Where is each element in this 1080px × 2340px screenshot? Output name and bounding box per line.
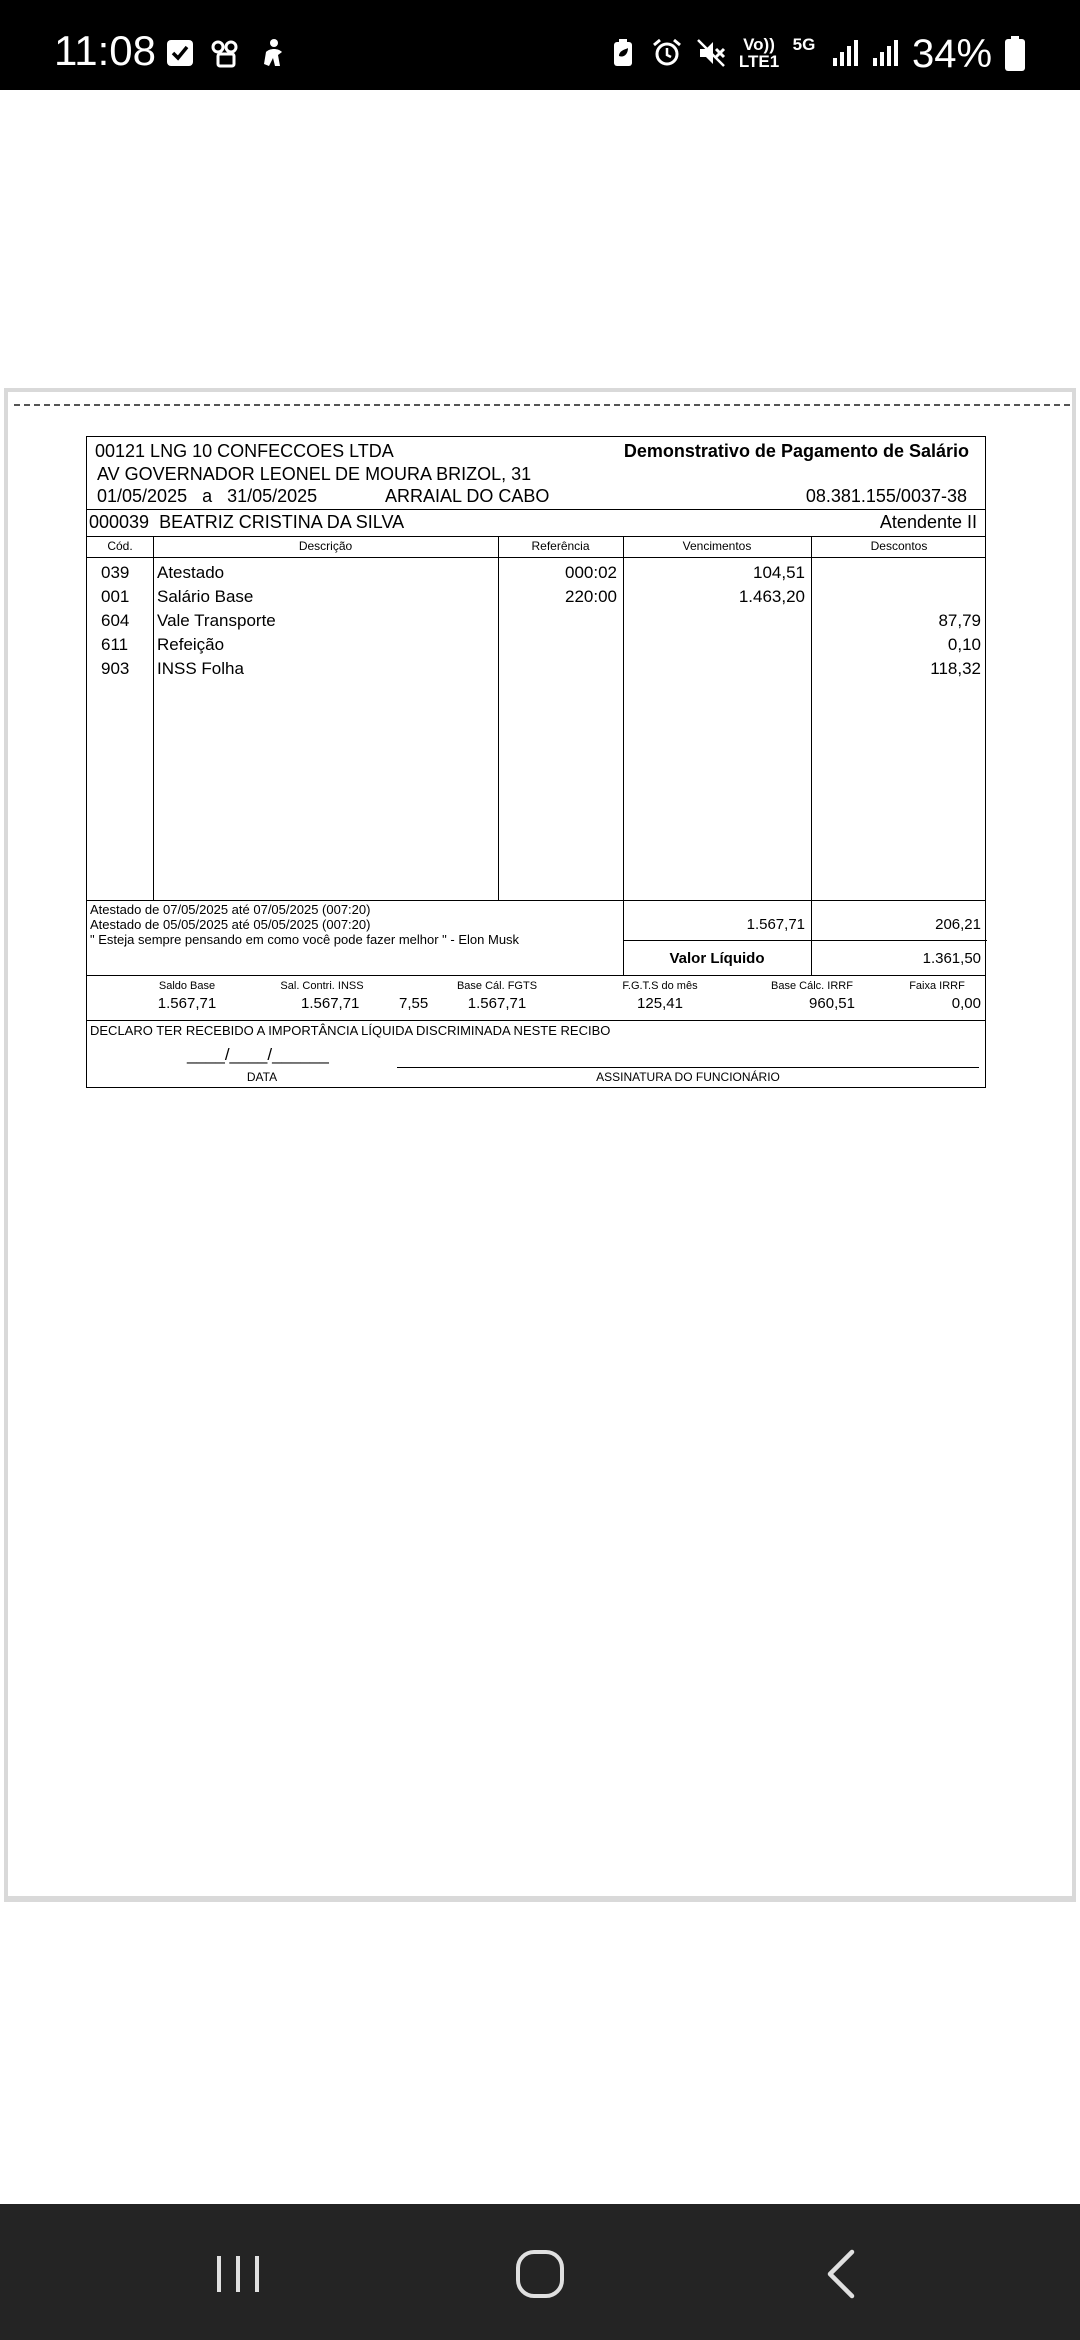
- divider: [87, 557, 985, 558]
- home-icon[interactable]: [510, 2244, 570, 2304]
- navigation-bar: [0, 2204, 1080, 2340]
- divider: [87, 900, 985, 901]
- item-description: Refeição: [157, 635, 225, 654]
- document-viewer[interactable]: [4, 388, 1076, 1902]
- signal-icon-2: [870, 38, 900, 68]
- pay-period: 01/05/2025 a 31/05/2025: [97, 486, 318, 506]
- divider: [87, 536, 985, 537]
- item-code: 611: [101, 635, 129, 654]
- item-earnings: 1.463,20: [738, 587, 805, 606]
- col-header-reference: Referência: [531, 539, 590, 553]
- item-description: Atestado: [157, 563, 225, 582]
- col-header-code: Cód.: [107, 539, 133, 553]
- accessibility-icon: [258, 38, 288, 68]
- note-line-2: Atestado de 05/05/2025 até 05/05/2025 (007:20): [90, 917, 371, 932]
- signature-line: [397, 1067, 979, 1068]
- item-code: 604: [101, 611, 130, 630]
- battery-percent: 34%: [912, 32, 993, 76]
- network-type-5g: 5G: [792, 35, 816, 54]
- payslip: [86, 436, 986, 1088]
- faixa-irrf-label: Faixa IRRF: [909, 980, 965, 992]
- note-line-1: Atestado de 07/05/2025 até 07/05/2025 (007:20): [90, 902, 371, 917]
- payslip-title: Demonstrativo de Pagamento de Salário: [623, 441, 969, 461]
- voicemail-icon: [210, 38, 240, 68]
- company-cnpj: 08.381.155/0037-38: [805, 486, 967, 506]
- employee-name: 000039 BEATRIZ CRISTINA DA SILVA: [89, 512, 405, 532]
- base-fgts-label: Base Cál. FGTS: [456, 980, 538, 992]
- sal-contri-inss-value: 1.567,71: [301, 995, 360, 1012]
- item-earnings: 104,51: [753, 563, 805, 582]
- divider: [87, 1020, 985, 1021]
- item-code: 039: [101, 563, 130, 582]
- fgts-mes-value: 125,41: [637, 995, 683, 1012]
- divider: [623, 940, 987, 941]
- net-value-label: Valor Líquido: [669, 950, 765, 967]
- battery-icon: [1004, 36, 1026, 72]
- col-header-description: Descrição: [298, 539, 353, 553]
- check-notification-icon: [165, 38, 195, 68]
- item-reference: 000:02: [565, 563, 617, 582]
- divider: [87, 509, 985, 510]
- company-city: ARRAIAL DO CABO: [385, 486, 550, 506]
- company-name: 00121 LNG 10 CONFECCOES LTDA: [95, 441, 394, 461]
- item-deductions: 118,32: [930, 659, 981, 678]
- signature-label: ASSINATURA DO FUNCIONÁRIO: [596, 1070, 780, 1084]
- sal-contri-inss-label: Sal. Contri. INSS: [280, 980, 364, 992]
- base-irrf-label: Base Cálc. IRRF: [771, 980, 853, 992]
- base-irrf-value: 960,51: [809, 995, 855, 1012]
- item-description: INSS Folha: [157, 659, 244, 678]
- battery-saver-icon: [608, 38, 638, 68]
- item-deductions: 0,10: [947, 635, 981, 654]
- status-bar: [0, 0, 1080, 90]
- col-line: [153, 536, 154, 900]
- alarm-icon: [652, 38, 682, 68]
- saldo-base-value: 1.567,71: [157, 995, 217, 1012]
- item-reference: 220:00: [565, 587, 617, 606]
- inss-rate-value: 7,55: [399, 995, 429, 1012]
- mute-icon: [696, 38, 726, 68]
- col-header-deductions: Descontos: [870, 539, 928, 553]
- item-deductions: 87,79: [938, 611, 981, 630]
- net-value: 1.361,50: [922, 950, 981, 967]
- fgts-mes-label: F.G.T.S do mês: [622, 980, 698, 992]
- employee-role: Atendente II: [879, 512, 977, 532]
- total-deductions: 206,21: [935, 916, 981, 933]
- document-page: [8, 392, 1072, 1896]
- faixa-irrf-value: 0,00: [951, 995, 981, 1012]
- item-description: Salário Base: [157, 587, 254, 606]
- item-code: 903: [101, 659, 130, 678]
- signal-icon: [830, 38, 860, 68]
- saldo-base-label: Saldo Base: [158, 980, 216, 992]
- network-label: Vo)) LTE1: [738, 35, 780, 71]
- total-earnings: 1.567,71: [746, 916, 805, 933]
- item-code: 001: [101, 587, 130, 606]
- date-label: DATA: [246, 1070, 278, 1084]
- col-header-earnings: Vencimentos: [682, 539, 752, 553]
- col-line: [811, 536, 812, 975]
- status-time: 11:08: [54, 27, 156, 74]
- company-address: AV GOVERNADOR LEONEL DE MOURA BRIZOL, 31: [97, 464, 532, 484]
- back-icon[interactable]: [814, 2244, 874, 2304]
- note-line-3: " Esteja sempre pensando em como você pode fazer melhor " - Elon Musk: [90, 932, 520, 947]
- recent-apps-icon[interactable]: [208, 2244, 268, 2304]
- page-separator: [14, 404, 1070, 406]
- date-blank: ____/____/______: [187, 1045, 329, 1064]
- base-fgts-value: 1.567,71: [467, 995, 527, 1012]
- declaration-text: DECLARO TER RECEBIDO A IMPORTÂNCIA LÍQUIDA DISCRIMINADA NESTE RECIBO: [90, 1023, 611, 1038]
- divider: [87, 975, 985, 976]
- item-description: Vale Transporte: [157, 611, 276, 630]
